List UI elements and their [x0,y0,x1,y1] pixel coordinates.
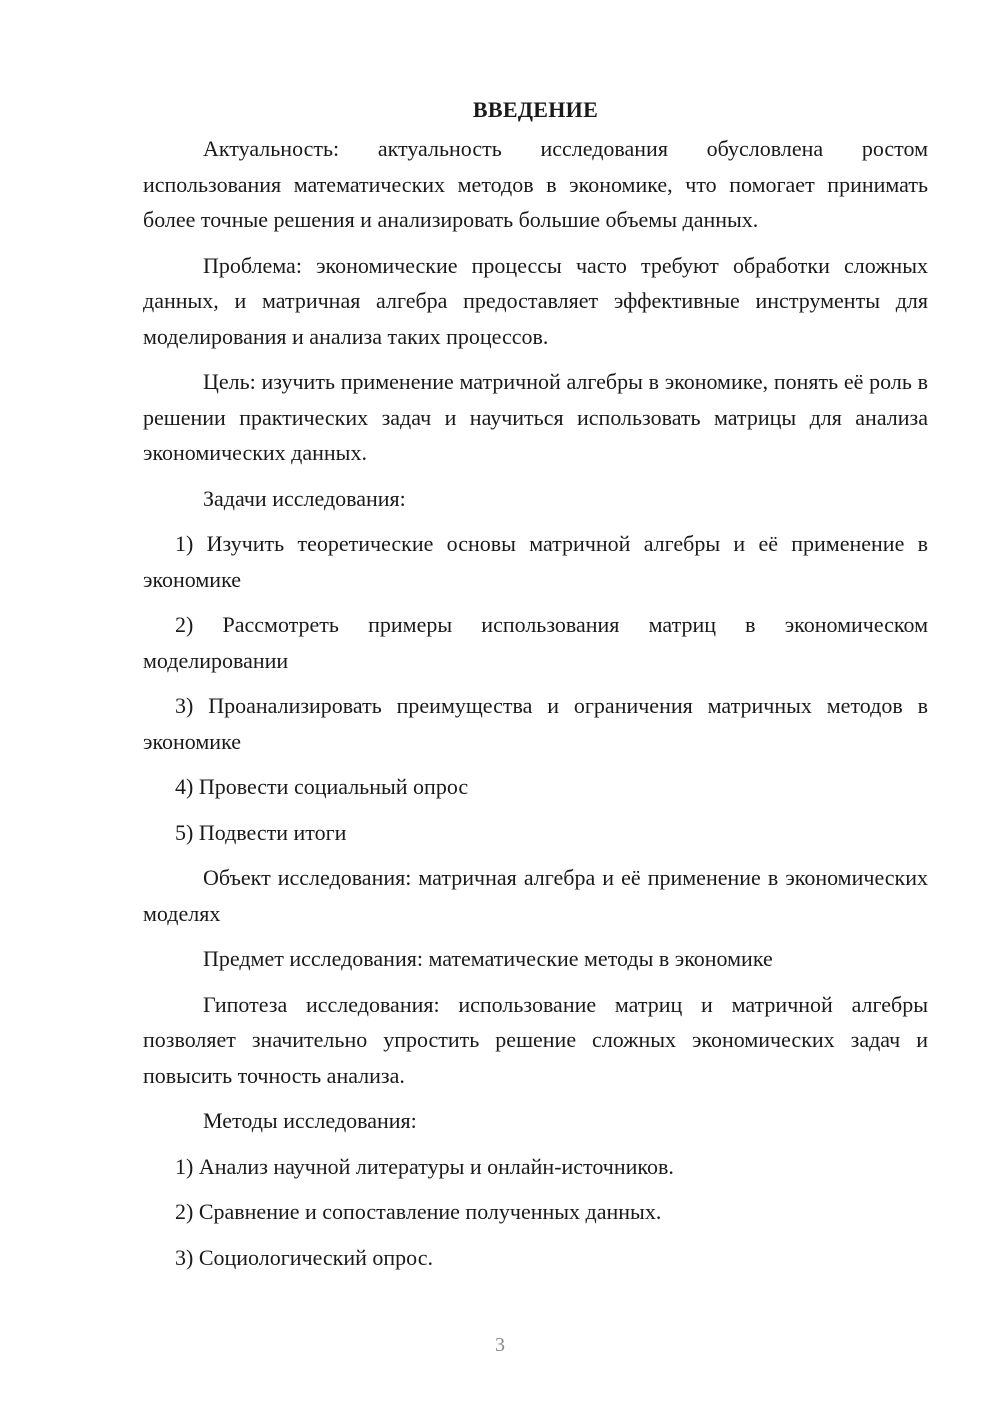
methods-heading: Методы исследования: [203,1108,417,1133]
paragraph-goal: Цель: изучить применение матричной алгебры в экономике, понять её роль в решении практических задач и научиться использовать матрицы для анализа экономических данных. [143,369,928,465]
task-item: 2) Рассмотреть примеры использования матриц в экономическом моделировании [143,612,928,673]
paragraph-problem: Проблема: экономические процессы часто требуют обработки сложных данных, и матричная алгебра предоставляет эффективные инструменты для моделирования и анализа таких процессов. [143,252,928,349]
paragraph-actuality: Актуальность: актуальность исследования обусловлена ростом использования математических методов в экономике, что помогает принимать более точные решения и анализировать большие объемы данных. [143,136,928,232]
method-item: 1) Анализ научной литературы и онлайн-источников. [175,1153,674,1179]
paragraph-object: Объект исследования: матричная алгебра и её применение в экономических моделях [143,865,928,926]
paragraph-subject: Предмет исследования: математические методы в экономике [203,946,773,971]
task-item: 1) Изучить теоретические основы матричной алгебры и её применение в экономике [143,531,928,592]
method-item: 3) Социологический опрос. [175,1244,433,1270]
tasks-heading: Задачи исследования: [203,485,406,511]
task-item: 4) Провести социальный опрос [175,774,469,799]
paragraph-hypothesis: Гипотеза исследования: использование матриц и матричной алгебры позволяет значительно упростить решение сложных экономических задач и повысить точность анализа. [143,991,928,1088]
page-number: 3 [495,1334,505,1356]
document-page [143,92,928,1275]
document-title: ВВЕДЕНИЕ [472,97,599,122]
task-item: 3) Проанализировать преимущества и ограничения матричных методов в экономике [143,693,928,754]
task-item: 5) Подвести итоги [175,819,347,845]
method-item: 2) Сравнение и сопоставление полученных данных. [175,1199,662,1224]
